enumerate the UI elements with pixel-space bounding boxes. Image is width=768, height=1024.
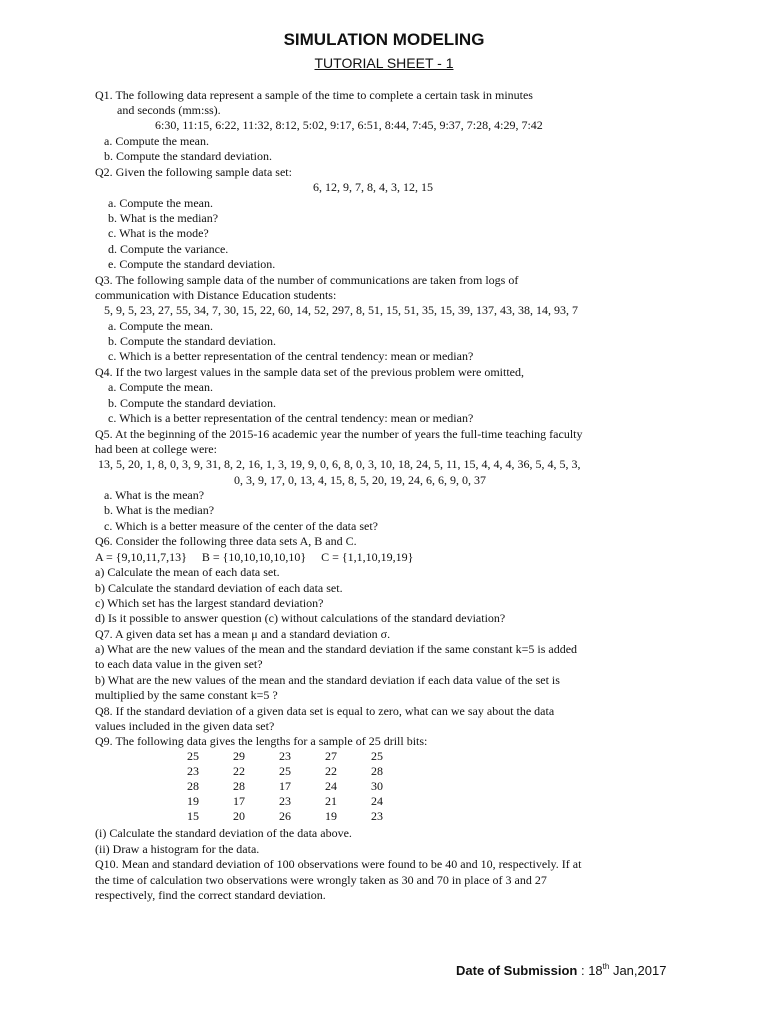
q5-line1: Q5. At the beginning of the 2015-16 academic year the number of years the full-time teaching faculty <box>95 427 583 441</box>
q4-item-c: c. Which is a better representation of the central tendency: mean or median? <box>108 411 474 425</box>
q1-item-a: a. Compute the mean. <box>104 134 209 148</box>
table-row <box>187 749 417 764</box>
q2-item-a: a. Compute the mean. <box>108 196 213 210</box>
q10-line1: Q10. Mean and standard deviation of 100 observations were found to be 40 and 10, respectively. If at <box>95 857 582 871</box>
page-subtitle: TUTORIAL SHEET - 1 <box>314 55 454 71</box>
q8-line2: values included in the given data set? <box>95 719 275 733</box>
q1-item-b: b. Compute the standard deviation. <box>104 149 272 163</box>
q9-item-ii: (ii) Draw a histogram for the data. <box>95 842 260 856</box>
page-title: SIMULATION MODELING <box>283 30 485 49</box>
table-cell: 21 <box>325 794 337 808</box>
q5-data-line2: 0, 3, 9, 17, 0, 13, 4, 15, 8, 5, 20, 19, 24, 6, 6, 9, 0, 37 <box>234 473 486 487</box>
table-cell: 15 <box>187 809 199 823</box>
table-cell: 30 <box>371 779 383 793</box>
table-cell: 28 <box>371 764 383 778</box>
table-cell: 20 <box>233 809 245 823</box>
q2-item-e: e. Compute the standard deviation. <box>108 257 276 271</box>
q7-item-a-line1: a) What are the new values of the mean and the standard deviation if the same constant k=5 is added <box>95 642 578 656</box>
q6-item-c: c) Which set has the largest standard deviation? <box>95 596 324 610</box>
table-cell: 23 <box>371 809 383 823</box>
table-cell: 23 <box>279 749 291 763</box>
q4-line1: Q4. If the two largest values in the sample data set of the previous problem were omitted, <box>95 365 524 379</box>
q1-data: 6:30, 11:15, 6:22, 11:32, 8:12, 5:02, 9:17, 6:51, 8:44, 7:45, 9:37, 7:28, 4:29, 7:42 <box>155 118 543 132</box>
q9-item-i: (i) Calculate the standard deviation of the data above. <box>95 826 352 840</box>
q6-sets: A = {9,10,11,7,13} B = {10,10,10,10,10} C = {1,1,10,19,19} <box>95 550 414 564</box>
date-superscript: th <box>602 962 610 971</box>
q2-item-c: c. What is the mode? <box>108 226 209 240</box>
table-cell: 22 <box>233 764 245 778</box>
q4-item-b: b. Compute the standard deviation. <box>108 396 276 410</box>
q5-item-b: b. What is the median? <box>104 503 215 517</box>
table-cell: 28 <box>233 779 245 793</box>
drill-bit-table <box>187 749 417 824</box>
q2-line1: Q2. Given the following sample data set: <box>95 165 292 179</box>
q3-line2: communication with Distance Education students: <box>95 288 337 302</box>
table-cell: 28 <box>187 779 199 793</box>
q6-item-a: a) Calculate the mean of each data set. <box>95 565 280 579</box>
q1-line1: Q1. The following data represent a sample of the time to complete a certain task in minutes <box>95 88 533 102</box>
table-cell: 24 <box>371 794 383 808</box>
q9-line1: Q9. The following data gives the lengths for a sample of 25 drill bits: <box>95 734 428 748</box>
q2-item-d: d. Compute the variance. <box>108 242 229 256</box>
q6-item-b: b) Calculate the standard deviation of each data set. <box>95 581 343 595</box>
q5-line2: had been at college were: <box>95 442 217 456</box>
q3-data: 5, 9, 5, 23, 27, 55, 34, 7, 30, 15, 22, 60, 14, 52, 297, 8, 51, 15, 51, 35, 15, 39, 137, 43, 38, 14, 93, 7 <box>104 303 578 317</box>
q5-item-c: c. Which is a better measure of the center of the data set? <box>104 519 378 533</box>
q10-line3: respectively, find the correct standard deviation. <box>95 888 326 902</box>
table-cell: 25 <box>187 749 199 763</box>
q2-item-b: b. What is the median? <box>108 211 219 225</box>
table-cell: 17 <box>233 794 245 808</box>
q5-data-line1: 13, 5, 20, 1, 8, 0, 3, 9, 31, 8, 2, 16, 1, 3, 19, 9, 0, 6, 8, 0, 3, 10, 18, 24, 5, 11, 15, 4, 4, 4, 36, 5, 4, 5, 3, <box>98 457 581 471</box>
q2-data: 6, 12, 9, 7, 8, 4, 3, 12, 15 <box>313 180 433 194</box>
table-cell: 25 <box>279 764 291 778</box>
q6-item-d: d) Is it possible to answer question (c) without calculations of the standard deviation? <box>95 611 506 625</box>
table-cell: 24 <box>325 779 337 793</box>
submission-date-value: Jan,2017 <box>609 963 667 978</box>
q3-item-a: a. Compute the mean. <box>108 319 213 333</box>
table-cell: 23 <box>187 764 199 778</box>
table-cell: 19 <box>325 809 337 823</box>
table-row <box>187 794 417 809</box>
table-cell: 27 <box>325 749 337 763</box>
submission-date-label: Date of Submission <box>456 963 578 978</box>
submission-date <box>456 963 666 978</box>
q8-line1: Q8. If the standard deviation of a given data set is equal to zero, what can we say about the data <box>95 704 555 718</box>
table-cell: 25 <box>371 749 383 763</box>
q7-item-b-line2: multiplied by the same constant k=5 ? <box>95 688 278 702</box>
q10-line2: the time of calculation two observations were wrongly taken as 30 and 70 in place of 3 and 27 <box>95 873 547 887</box>
q7-line1: Q7. A given data set has a mean μ and a standard deviation σ. <box>95 627 391 641</box>
q6-line1: Q6. Consider the following three data sets A, B and C. <box>95 534 357 548</box>
table-cell: 17 <box>279 779 291 793</box>
table-cell: 26 <box>279 809 291 823</box>
q7-item-a-line2: to each data value in the given set? <box>95 657 263 671</box>
q5-item-a: a. What is the mean? <box>104 488 205 502</box>
table-row <box>187 764 417 779</box>
q7-item-b-line1: b) What are the new values of the mean and the standard deviation if each data value of the set is <box>95 673 560 687</box>
q4-item-a: a. Compute the mean. <box>108 380 213 394</box>
table-cell: 19 <box>187 794 199 808</box>
q3-line1: Q3. The following sample data of the number of communications are taken from logs of <box>95 273 519 287</box>
q3-item-c: c. Which is a better representation of the central tendency: mean or median? <box>108 349 474 363</box>
table-cell: 22 <box>325 764 337 778</box>
submission-date-separator: : 18 <box>577 963 603 978</box>
table-cell: 23 <box>279 794 291 808</box>
table-cell: 29 <box>233 749 245 763</box>
table-row <box>187 809 417 824</box>
q3-item-b: b. Compute the standard deviation. <box>108 334 276 348</box>
table-row <box>187 779 417 794</box>
q1-line2: and seconds (mm:ss). <box>117 103 221 117</box>
